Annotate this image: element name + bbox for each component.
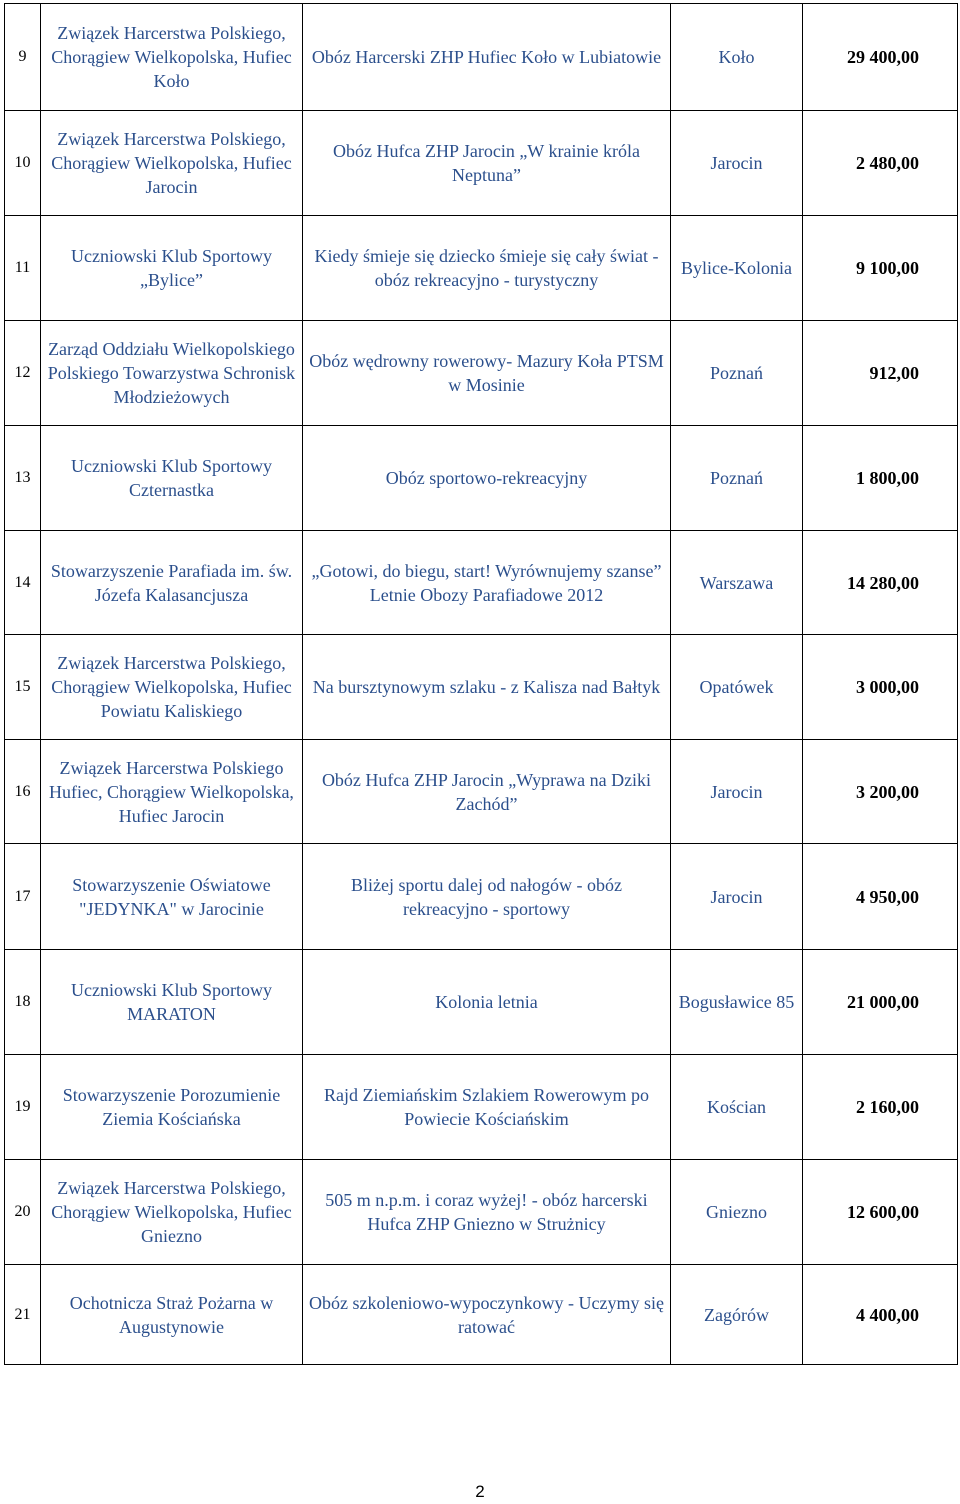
amount: 29 400,00 [803, 4, 958, 111]
project-title: „Gotowi, do biegu, start! Wyrównujemy szanse” Letnie Obozy Parafiadowe 2012 [303, 531, 671, 635]
table-row [5, 740, 958, 844]
organization-name: Stowarzyszenie Oświatowe "JEDYNKA" w Jarocinie [41, 844, 303, 950]
table-row [5, 844, 958, 950]
project-title: 505 m n.p.m. i coraz wyżej! - obóz harcerski Hufca ZHP Gniezno w Strużnicy [303, 1160, 671, 1265]
project-title: Obóz szkoleniowo-wypoczynkowy - Uczymy się ratować [303, 1265, 671, 1365]
amount: 4 950,00 [803, 844, 958, 950]
row-number: 21 [5, 1265, 41, 1365]
table-row [5, 216, 958, 321]
project-title: Obóz Hufca ZHP Jarocin „Wyprawa na Dziki Zachód” [303, 740, 671, 844]
project-title: Kolonia letnia [303, 950, 671, 1055]
row-number: 13 [5, 426, 41, 531]
table-row [5, 1160, 958, 1265]
organization-name: Ochotnicza Straż Pożarna w Augustynowie [41, 1265, 303, 1365]
amount: 12 600,00 [803, 1160, 958, 1265]
place: Jarocin [671, 740, 803, 844]
row-number: 14 [5, 531, 41, 635]
organization-name: Związek Harcerstwa Polskiego Hufiec, Chorągiew Wielkopolska, Hufiec Jarocin [41, 740, 303, 844]
amount: 2 480,00 [803, 111, 958, 216]
place: Opatówek [671, 635, 803, 740]
project-title: Na bursztynowym szlaku - z Kalisza nad Bałtyk [303, 635, 671, 740]
amount: 21 000,00 [803, 950, 958, 1055]
table-row [5, 1265, 958, 1365]
row-number: 11 [5, 216, 41, 321]
row-number: 20 [5, 1160, 41, 1265]
organization-name: Stowarzyszenie Porozumienie Ziemia Kościańska [41, 1055, 303, 1160]
row-number: 17 [5, 844, 41, 950]
table-row [5, 531, 958, 635]
amount: 2 160,00 [803, 1055, 958, 1160]
organization-name: Związek Harcerstwa Polskiego, Chorągiew Wielkopolska, Hufiec Gniezno [41, 1160, 303, 1265]
grants-table [4, 3, 958, 1365]
table-row [5, 950, 958, 1055]
project-title: Kiedy śmieje się dziecko śmieje się cały świat - obóz rekreacyjno - turystyczny [303, 216, 671, 321]
amount: 912,00 [803, 321, 958, 426]
row-number: 18 [5, 950, 41, 1055]
organization-name: Związek Harcerstwa Polskiego, Chorągiew Wielkopolska, Hufiec Jarocin [41, 111, 303, 216]
table-row [5, 111, 958, 216]
organization-name: Zarząd Oddziału Wielkopolskiego Polskiego Towarzystwa Schronisk Młodzieżowych [41, 321, 303, 426]
row-number: 12 [5, 321, 41, 426]
organization-name: Uczniowski Klub Sportowy „Bylice” [41, 216, 303, 321]
amount: 14 280,00 [803, 531, 958, 635]
row-number: 15 [5, 635, 41, 740]
amount: 9 100,00 [803, 216, 958, 321]
row-number: 9 [5, 4, 41, 111]
row-number: 16 [5, 740, 41, 844]
amount: 3 000,00 [803, 635, 958, 740]
organization-name: Uczniowski Klub Sportowy Czternastka [41, 426, 303, 531]
project-title: Obóz wędrowny rowerowy- Mazury Koła PTSM w Mosinie [303, 321, 671, 426]
project-title: Obóz sportowo-rekreacyjny [303, 426, 671, 531]
row-number: 19 [5, 1055, 41, 1160]
table-row [5, 1055, 958, 1160]
place: Jarocin [671, 844, 803, 950]
project-title: Bliżej sportu dalej od nałogów - obóz rekreacyjno - sportowy [303, 844, 671, 950]
table-row [5, 635, 958, 740]
place: Poznań [671, 321, 803, 426]
project-title: Obóz Hufca ZHP Jarocin „W krainie króla Neptuna” [303, 111, 671, 216]
table-row [5, 4, 958, 111]
place: Warszawa [671, 531, 803, 635]
project-title: Rajd Ziemiańskim Szlakiem Rowerowym po Powiecie Kościańskim [303, 1055, 671, 1160]
place: Gniezno [671, 1160, 803, 1265]
organization-name: Uczniowski Klub Sportowy MARATON [41, 950, 303, 1055]
place: Poznań [671, 426, 803, 531]
row-number: 10 [5, 111, 41, 216]
amount: 3 200,00 [803, 740, 958, 844]
project-title: Obóz Harcerski ZHP Hufiec Koło w Lubiatowie [303, 4, 671, 111]
table-row [5, 321, 958, 426]
page-number: 2 [475, 1482, 485, 1501]
grants-table-body [5, 4, 958, 1365]
organization-name: Związek Harcerstwa Polskiego, Chorągiew Wielkopolska, Hufiec Koło [41, 4, 303, 111]
place: Kościan [671, 1055, 803, 1160]
place: Bylice-Kolonia [671, 216, 803, 321]
place: Bogusławice 85 [671, 950, 803, 1055]
table-row [5, 426, 958, 531]
organization-name: Stowarzyszenie Parafiada im. św. Józefa Kalasancjusza [41, 531, 303, 635]
amount: 1 800,00 [803, 426, 958, 531]
place: Koło [671, 4, 803, 111]
place: Jarocin [671, 111, 803, 216]
place: Zagórów [671, 1265, 803, 1365]
organization-name: Związek Harcerstwa Polskiego, Chorągiew Wielkopolska, Hufiec Powiatu Kaliskiego [41, 635, 303, 740]
amount: 4 400,00 [803, 1265, 958, 1365]
